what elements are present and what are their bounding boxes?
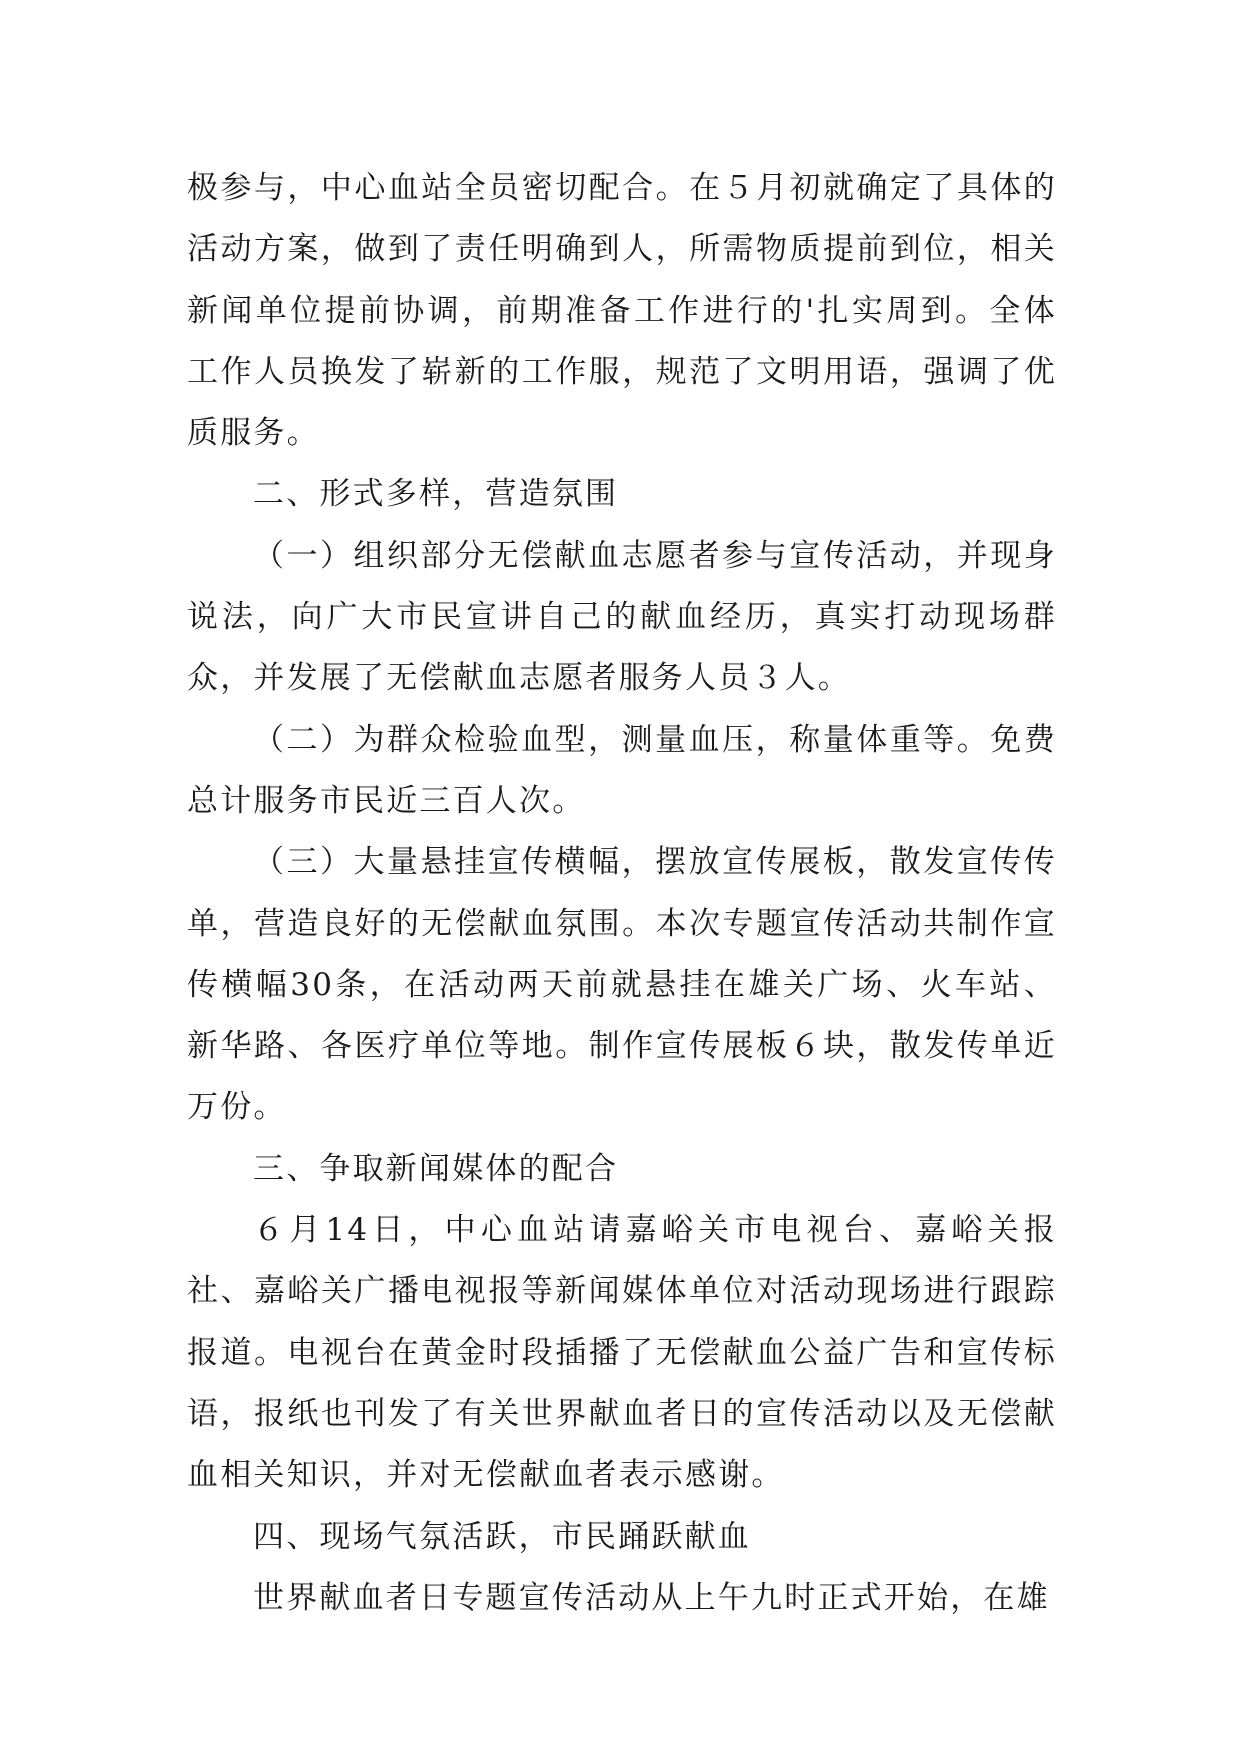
section-heading-2: 二、形式多样，营造氛围 xyxy=(253,476,619,513)
paragraph-event-start: 世界献血者日专题宣传活动从上午九时正式开始，在雄 xyxy=(253,1579,1050,1616)
section-heading-3: 三、争取新闻媒体的配合 xyxy=(253,1150,619,1187)
paragraph-item-3: （三）大量悬挂宣传横幅，摆放宣传展板，散发宣传传单，营造良好的无偿献血氛围。本次专题宣传活动共制作宣传横幅30条，在活动两天前就悬挂在雄关广场、火车站、新华路、各医疗单位等地。制作宣传展板６块，散发传单近万份。 xyxy=(187,844,1057,1126)
paragraph-item-2: （二）为群众检验血型，测量血压，称量体重等。免费总计服务市民近三百人次。 xyxy=(187,721,1057,819)
section-heading-4: 四、现场气氛活跃，市民踊跃献血 xyxy=(253,1518,751,1555)
paragraph-media: ６月14日，中心血站请嘉峪关市电视台、嘉峪关报社、嘉峪关广播电视报等新闻媒体单位对活动现场进行跟踪报道。电视台在黄金时段插播了无偿献血公益广告和宣传标语，报纸也刊发了有关世界献血者日的宣传活动以及无偿献血相关知识，并对无偿献血者表示感谢。 xyxy=(187,1212,1057,1494)
paragraph-continuation: 极参与，中心血站全员密切配合。在５月初就确定了具体的活动方案，做到了责任明确到人，所需物质提前到位，相关新闻单位提前协调，前期准备工作进行的'扎实周到。全体工作人员换发了崭新的工作服，规范了文明用语，强调了优质服务。 xyxy=(187,170,1057,452)
document-body xyxy=(187,158,1057,1629)
paragraph-item-1: （一）组织部分无偿献血志愿者参与宣传活动，并现身说法，向广大市民宣讲自己的献血经历，真实打动现场群众，并发展了无偿献血志愿者服务人员３人。 xyxy=(187,537,1057,697)
